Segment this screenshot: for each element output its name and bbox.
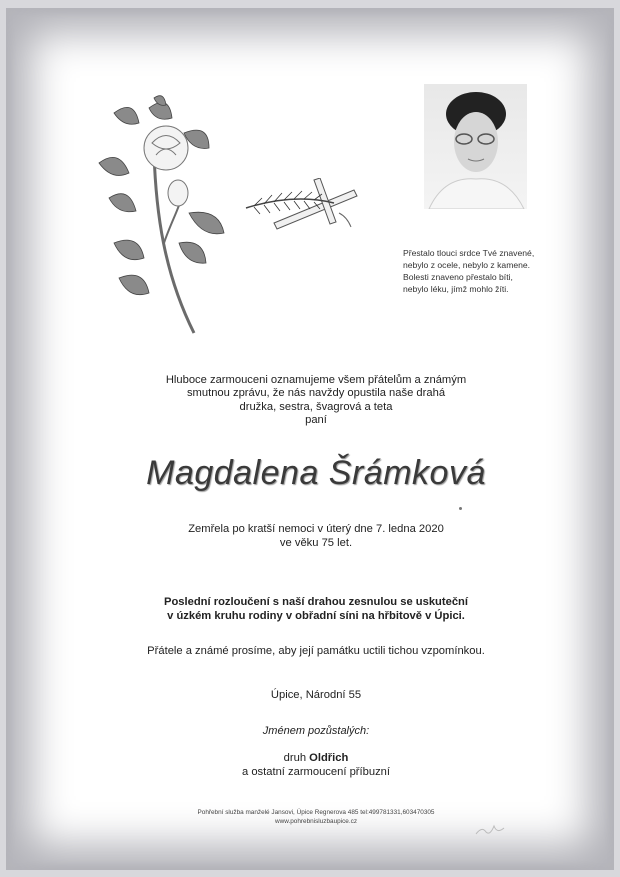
rose-illustration — [94, 93, 234, 343]
memorial-request: Přátele a známé prosíme, aby její památku uctili tichou vzpomínkou. — [147, 645, 485, 657]
farewell-line: Poslední rozloučení s naší drahou zesnulou se uskuteční — [164, 596, 468, 608]
intro-line: paní — [305, 414, 327, 427]
family-line-1 — [166, 751, 466, 765]
on-behalf-label: Jménem pozůstalých: — [262, 725, 370, 737]
poem-line: Bolesti znaveno přestalo bíti, — [403, 272, 513, 282]
scribble-mark — [474, 820, 510, 838]
funeral-service-website: www.pohrebnisluzbaupice.cz — [274, 818, 358, 825]
farewell-line: v úzkém kruhu rodiny v obřadní síni na hřbitově v Úpici. — [167, 610, 465, 622]
death-line: ve věku 75 let. — [279, 537, 353, 549]
portrait-photo — [424, 84, 527, 209]
farewell-info — [86, 595, 546, 623]
death-info — [126, 522, 506, 550]
address: Úpice, Národní 55 — [270, 689, 362, 701]
intro-line: družka, sestra, švagrová a teta — [239, 400, 393, 413]
poem-line: nebylo z ocele, nebylo z kamene. — [403, 260, 531, 270]
funeral-service-line: Pohřební služba manželé Jansovi, Úpice Regnerova 485 tel:499781331,603470305 — [197, 809, 435, 816]
family-signature — [166, 751, 466, 779]
death-line: Zemřela po kratší nemoci v úterý dne 7. ledna 2020 — [188, 523, 444, 535]
deceased-name: Magdalena Šrámková — [146, 454, 486, 492]
family-prefix: druh — [283, 752, 310, 764]
obituary-card — [6, 8, 614, 870]
announcement-intro — [106, 374, 526, 428]
cross-palm-illustration — [244, 178, 369, 238]
poem-line: Přestalo tlouci srdce Tvé znavené, — [403, 248, 535, 258]
intro-line: smutnou zprávu, že nás navždy opustila naše drahá — [186, 387, 446, 400]
poem-line: nebylo léku, jímž mohlo žíti. — [403, 284, 509, 294]
funeral-service-footer — [126, 808, 506, 826]
family-partner-name: Oldřich — [309, 752, 349, 764]
intro-line: Hluboce zarmouceni oznamujeme všem přátelům a známým — [165, 374, 467, 386]
family-line-2: a ostatní zarmoucení příbuzní — [241, 766, 390, 778]
speck — [459, 507, 462, 510]
poem — [403, 247, 573, 295]
